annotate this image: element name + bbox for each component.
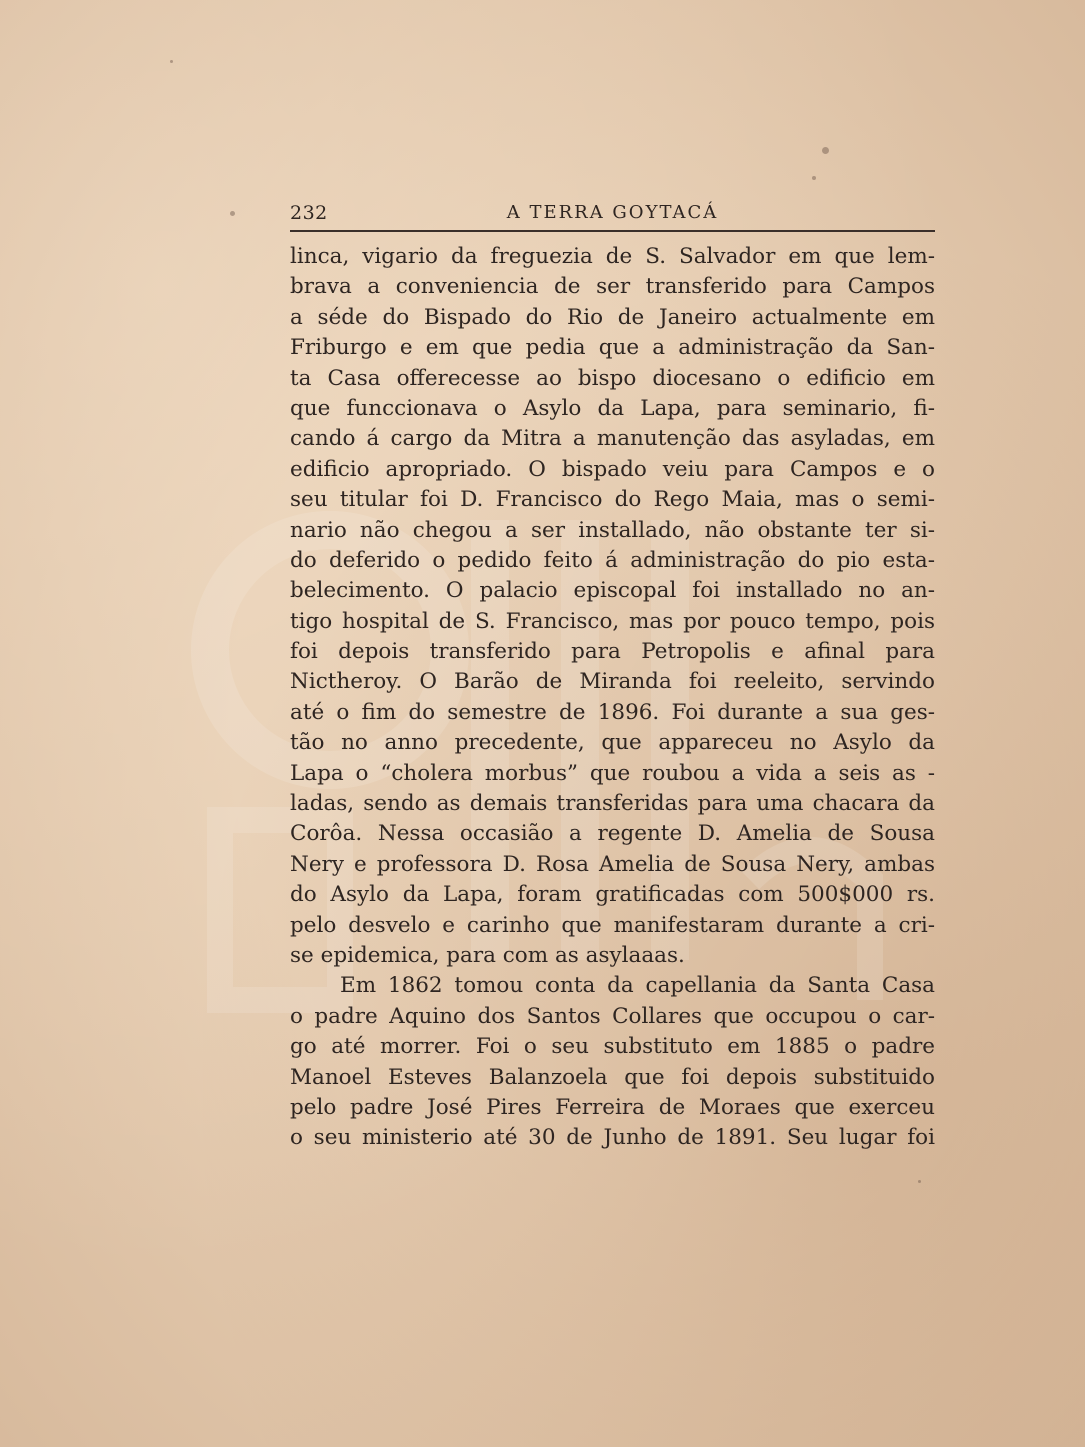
text-line: até o fim do semestre de 1896. Foi durante a sua ges- [290,699,935,725]
text-line: que funccionava o Asylo da Lapa, para seminario, fi- [290,395,935,421]
text-line: ta Casa offerecesse ao bispo diocesano o edificio em [290,365,935,391]
text-line: tão no anno precedente, que appareceu no Asylo da [290,730,935,756]
text-line: Nictheroy. O Barão de Miranda foi reeleito, servindo [290,669,935,695]
text-line: brava a conveniencia de ser transferido para Campos [290,274,935,300]
text-line: a séde do Bispado do Rio de Janeiro actualmente em [290,304,935,330]
text-line: cando á cargo da Mitra a manutenção das asyladas, em [290,426,935,452]
text-line: o seu ministerio até 30 de Junho de 1891. Seu lugar foi [290,1125,935,1151]
page-header [290,200,935,232]
text-line: tigo hospital de S. Francisco, mas por pouco tempo, pois [290,608,935,634]
text-line: pelo desvelo e carinho que manifestaram durante a cri- [290,912,935,938]
text-line: belecimento. O palacio episcopal foi installado no an- [290,578,935,604]
text-line: Corôa. Nessa occasião a regente D. Amelia de Sousa [290,821,935,847]
paragraph-first-line: Em 1862 tomou conta da capellania da Santa Casa [340,973,935,999]
running-title: A TERRA GOYTACÁ [506,202,719,223]
text-line: Manoel Esteves Balanzoela que foi depois substituido [290,1064,935,1090]
text-line: pelo padre José Pires Ferreira de Moraes que exerceu [290,1094,935,1120]
paper-speck [918,1180,921,1183]
text-line: ladas, sendo as demais transferidas para uma chacara da [290,791,935,817]
body-text [290,242,935,1154]
paper-speck [230,211,235,216]
paper-speck [822,147,829,154]
text-line: se epidemica, para com as asylaaas. [290,942,685,968]
text-line: do deferido o pedido feito á administração do pio esta- [290,547,935,573]
text-line: Nery e professora D. Rosa Amelia de Sousa Nery, ambas [290,851,935,877]
text-line: foi depois transferido para Petropolis e afinal para [290,639,935,665]
text-line: linca, vigario da freguezia de S. Salvador em que lem- [290,244,935,269]
text-line: edificio apropriado. O bispado veiu para Campos e o [290,456,935,482]
text-line: Friburgo e em que pedia que a administração da San- [290,335,935,361]
text-line: Lapa o “cholera morbus” que roubou a vida a seis as - [290,760,935,786]
paper-speck [812,176,816,180]
text-line: seu titular foi D. Francisco do Rego Maia, mas o semi- [290,487,935,513]
text-line: nario não chegou a ser installado, não obstante ter si- [290,517,935,543]
text-line: o padre Aquino dos Santos Collares que occupou o car- [290,1003,935,1029]
text-line: go até morrer. Foi o seu substituto em 1885 o padre [290,1034,935,1060]
paper-speck [170,60,173,63]
page-number: 232 [290,202,328,224]
text-line: do Asylo da Lapa, foram gratificadas com 500$000 rs. [290,882,935,908]
